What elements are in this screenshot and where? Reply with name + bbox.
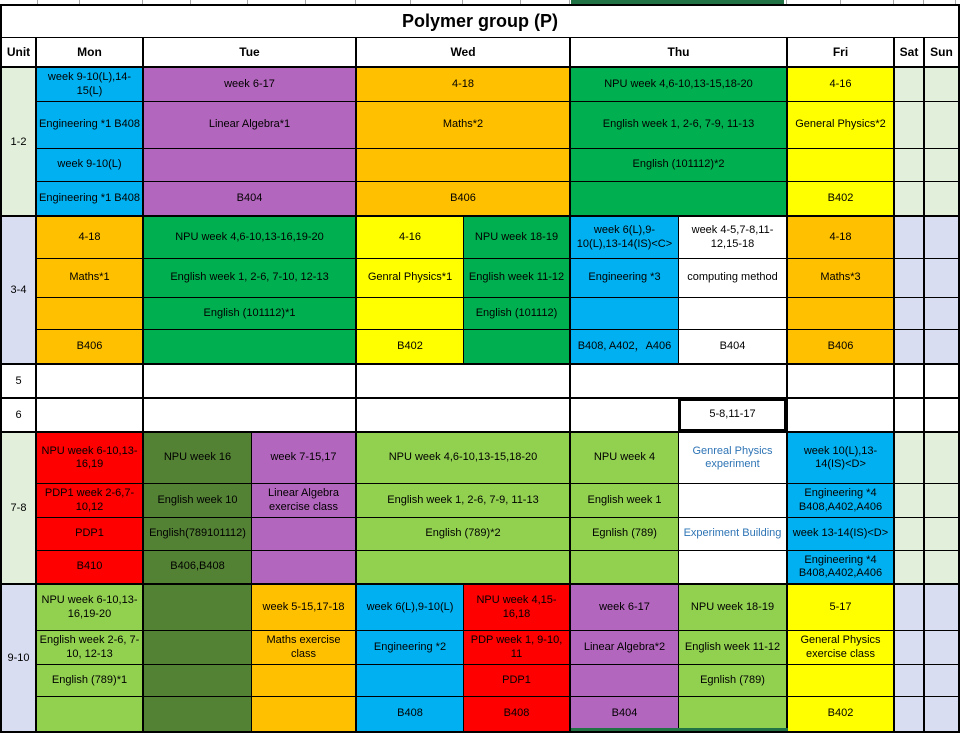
- timetable-cell-3-4-sun-2[interactable]: [925, 298, 958, 330]
- day-column-wed: [357, 217, 571, 363]
- day-subcolumn: [925, 399, 958, 431]
- timetable-cell-3-4-tue-3[interactable]: [144, 330, 355, 363]
- timetable-cell-7-8-tue-3[interactable]: B406,B408: [144, 551, 251, 583]
- timetable-cell-3-4-sat-3[interactable]: [895, 330, 923, 363]
- timetable-cell-5-tue-0[interactable]: [144, 365, 355, 397]
- timetable-cell-1-2-sat-0[interactable]: [895, 68, 923, 102]
- day-subcolumn: [144, 68, 357, 215]
- timetable-cell-1-2-thu-2[interactable]: English (101112)*2: [571, 149, 786, 182]
- timetable-cell-7-8-thu-2[interactable]: Egnlish (789): [571, 518, 678, 551]
- timetable-cell-1-2-sat-3[interactable]: [895, 182, 923, 215]
- day-column-mon: [37, 217, 144, 363]
- header-mon[interactable]: Mon: [37, 38, 144, 66]
- timetable-cell-9-10-tue-2[interactable]: [252, 665, 355, 697]
- timetable-cell-7-8-tue-1[interactable]: Linear Algebra exercise class: [252, 484, 355, 518]
- header-fri[interactable]: Fri: [788, 38, 895, 66]
- day-subcolumn: [464, 585, 571, 731]
- day-column-thu: [571, 585, 788, 731]
- timetable-cell-3-4-sun-0[interactable]: [925, 217, 958, 259]
- timetable-cell-7-8-tue-2[interactable]: English(789101112): [144, 518, 251, 551]
- timetable-cell-7-8-sun-2[interactable]: [925, 518, 958, 551]
- day-column-fri: [788, 433, 895, 583]
- timetable-cell-7-8-mon-3[interactable]: B410: [37, 551, 142, 583]
- timetable-cell-7-8-wed-0[interactable]: NPU week 4,6-10,13-15,18-20: [357, 433, 569, 484]
- timetable-cell-6-sun-0[interactable]: [925, 399, 958, 431]
- timetable-cell-9-10-tue-1[interactable]: Maths exercise class: [252, 631, 355, 665]
- day-subcolumn: [679, 585, 788, 731]
- timetable-cell-7-8-sun-1[interactable]: [925, 484, 958, 518]
- timetable-cell-1-2-tue-3[interactable]: B404: [144, 182, 355, 215]
- timetable-cell-7-8-thu-1[interactable]: English week 1: [571, 484, 678, 518]
- timetable-cell-5-wed-0[interactable]: [357, 365, 569, 397]
- header-wed[interactable]: Wed: [357, 38, 571, 66]
- day-column-mon: [37, 365, 144, 397]
- day-subcolumn: [571, 365, 788, 397]
- day-column-sun: [925, 399, 958, 431]
- unit-cell-9-10[interactable]: 9-10: [2, 585, 37, 731]
- timetable-cell-3-4-tue-2[interactable]: English (101112)*1: [144, 298, 355, 330]
- timetable-cell-9-10-mon-1[interactable]: English week 2-6, 7-10, 12-13: [37, 631, 142, 665]
- timetable-cell-7-8-sun-3[interactable]: [925, 551, 958, 583]
- day-subcolumn: [357, 365, 571, 397]
- timetable-cell-9-10-sun-0[interactable]: [925, 585, 958, 631]
- unit-row-3-4: [2, 217, 958, 365]
- day-column-sun: [925, 585, 958, 731]
- timetable-cell-9-10-thu-2[interactable]: [571, 665, 678, 697]
- timetable-cell-1-2-sun-0[interactable]: [925, 68, 958, 102]
- timetable-cell-9-10-wed-1[interactable]: PDP week 1, 9-10, 11: [464, 631, 569, 665]
- day-column-sat: [895, 399, 925, 431]
- day-subcolumn: [357, 217, 464, 363]
- timetable-cell-7-8-thu-1[interactable]: [679, 484, 786, 518]
- header-sat[interactable]: Sat: [895, 38, 925, 66]
- timetable-cell-6-wed-0[interactable]: [357, 399, 569, 431]
- timetable-cell-3-4-sun-1[interactable]: [925, 259, 958, 298]
- day-subcolumn: [144, 433, 252, 583]
- timetable-cell-9-10-mon-0[interactable]: NPU week 6-10,13-16,19-20: [37, 585, 142, 631]
- title-row: [2, 6, 958, 38]
- day-column-sat: [895, 433, 925, 583]
- day-subcolumn: [925, 365, 958, 397]
- timetable-cell-9-10-thu-3[interactable]: B404: [571, 697, 678, 731]
- timetable-cell-1-2-wed-2[interactable]: [357, 149, 569, 182]
- header-thu[interactable]: Thu: [571, 38, 788, 66]
- timetable-cell-9-10-mon-2[interactable]: English (789)*1: [37, 665, 142, 697]
- unit-cell-1-2[interactable]: 1-2: [2, 68, 37, 215]
- day-column-wed: [357, 399, 571, 431]
- timetable-cell-1-2-wed-3[interactable]: B406: [357, 182, 569, 215]
- day-subcolumn: [571, 217, 679, 363]
- timetable-cell-9-10-thu-3[interactable]: [679, 697, 786, 731]
- timetable-cell-7-8-thu-0[interactable]: Genreal Physics experiment: [679, 433, 786, 484]
- day-subcolumn: [895, 68, 925, 215]
- day-subcolumn: [925, 217, 958, 363]
- day-subcolumn: [37, 365, 144, 397]
- day-column-fri: [788, 217, 895, 363]
- day-column-tue: [144, 365, 357, 397]
- unit-cell-3-4[interactable]: 3-4: [2, 217, 37, 363]
- timetable-cell-9-10-thu-1[interactable]: English week 11-12: [679, 631, 786, 665]
- day-subcolumn: [357, 433, 571, 583]
- timetable-cell-3-4-mon-3[interactable]: B406: [37, 330, 142, 363]
- day-subcolumn: [788, 365, 895, 397]
- day-subcolumn: [895, 433, 925, 583]
- day-subcolumn: [571, 68, 788, 215]
- timetable-cell-3-4-wed-1[interactable]: English week 11-12: [464, 259, 569, 298]
- day-subcolumn: [788, 217, 895, 363]
- timetable-cell-1-2-fri-0[interactable]: 4-16: [788, 68, 893, 102]
- timetable-cell-3-4-fri-0[interactable]: 4-18: [788, 217, 893, 259]
- timetable-cell-9-10-sun-1[interactable]: [925, 631, 958, 665]
- day-subcolumn: [571, 585, 679, 731]
- day-column-wed: [357, 68, 571, 215]
- day-subcolumn: [788, 68, 895, 215]
- day-subcolumn: [37, 399, 144, 431]
- timetable-cell-9-10-thu-0[interactable]: NPU week 18-19: [679, 585, 786, 631]
- timetable-cell-9-10-fri-1[interactable]: General Physics exercise class: [788, 631, 893, 665]
- header-tue[interactable]: Tue: [144, 38, 357, 66]
- timetable-cell-9-10-wed-1[interactable]: Engineering *2: [357, 631, 463, 665]
- day-subcolumn: [144, 365, 357, 397]
- timetable-cell-9-10-sat-3[interactable]: [895, 697, 923, 731]
- day-subcolumn: [144, 217, 357, 363]
- day-subcolumn: [788, 399, 895, 431]
- timetable-cell-9-10-tue-0[interactable]: week 5-15,17-18: [252, 585, 355, 631]
- timetable-cell-1-2-sun-1[interactable]: [925, 102, 958, 149]
- timetable-cell-1-2-fri-2[interactable]: [788, 149, 893, 182]
- timetable-cell-7-8-thu-3[interactable]: [679, 551, 786, 583]
- timetable-cell-3-4-mon-1[interactable]: Maths*1: [37, 259, 142, 298]
- timetable-cell-7-8-sun-0[interactable]: [925, 433, 958, 484]
- unit-cell-5[interactable]: 5: [2, 365, 37, 397]
- timetable-cell-9-10-wed-2[interactable]: [357, 665, 463, 697]
- day-subcolumn: [679, 433, 788, 583]
- day-column-sat: [895, 217, 925, 363]
- timetable-cell-7-8-mon-1[interactable]: PDP1 week 2-6,7-10,12: [37, 484, 142, 518]
- day-subcolumn: [37, 585, 144, 731]
- timetable-cell-7-8-fri-1[interactable]: Engineering *4 B408,A402,A406: [788, 484, 893, 518]
- timetable-cell-7-8-wed-2[interactable]: English (789)*2: [357, 518, 569, 551]
- day-subcolumn: [571, 399, 679, 431]
- timetable-cell-6-sat-0[interactable]: [895, 399, 923, 431]
- timetable-cell-7-8-tue-0[interactable]: week 7-15,17: [252, 433, 355, 484]
- sheet-title: Polymer group (P): [401, 11, 558, 31]
- timetable-cell-3-4-wed-2[interactable]: English (101112): [464, 298, 569, 330]
- day-subcolumn: [252, 585, 357, 731]
- timetable-cell-9-10-fri-2[interactable]: [788, 665, 893, 697]
- day-column-sat: [895, 68, 925, 215]
- timetable-cell-1-2-wed-0[interactable]: 4-18: [357, 68, 569, 102]
- day-column-fri: [788, 399, 895, 431]
- unit-row-5: [2, 365, 958, 399]
- timetable-cell-3-4-sat-0[interactable]: [895, 217, 923, 259]
- day-column-wed: [357, 365, 571, 397]
- timetable-cell-3-4-fri-2[interactable]: [788, 298, 893, 330]
- timetable-cell-7-8-tue-3[interactable]: [252, 551, 355, 583]
- timetable-cell-1-2-fri-3[interactable]: B402: [788, 182, 893, 215]
- timetable-cell-1-2-fri-1[interactable]: General Physics*2: [788, 102, 893, 149]
- timetable-cell-9-10-wed-2[interactable]: PDP1: [464, 665, 569, 697]
- timetable-cell-1-2-sun-2[interactable]: [925, 149, 958, 182]
- day-subcolumn: [895, 217, 925, 363]
- timetable-cell-7-8-fri-0[interactable]: week 10(L),13-14(IS)<D>: [788, 433, 893, 484]
- day-subcolumn: [895, 365, 925, 397]
- timetable-cell-7-8-sat-1[interactable]: [895, 484, 923, 518]
- timetable-cell-9-10-sun-3[interactable]: [925, 697, 958, 731]
- timetable-cell-5-mon-0[interactable]: [37, 365, 142, 397]
- day-column-fri: [788, 365, 895, 397]
- timetable-cell-1-2-sat-1[interactable]: [895, 102, 923, 149]
- timetable-cell-3-4-sat-2[interactable]: [895, 298, 923, 330]
- timetable-cell-7-8-sat-2[interactable]: [895, 518, 923, 551]
- timetable-cell-3-4-fri-3[interactable]: B406: [788, 330, 893, 363]
- day-column-sat: [895, 365, 925, 397]
- timetable-cell-3-4-wed-0[interactable]: 4-16: [357, 217, 463, 259]
- timetable-cell-9-10-tue-2[interactable]: [144, 665, 251, 697]
- timetable-cell-7-8-tue-1[interactable]: English week 10: [144, 484, 251, 518]
- timetable-cell-5-sat-0[interactable]: [895, 365, 923, 397]
- timetable-cell-6-thu-0[interactable]: 5-8,11-17: [679, 399, 786, 431]
- selection-border-bottom: [571, 728, 788, 731]
- timetable-cell-7-8-wed-3[interactable]: [357, 551, 569, 583]
- day-subcolumn: [679, 217, 788, 363]
- timetable-cell-3-4-thu-1[interactable]: Engineering *3: [571, 259, 678, 298]
- timetable-cell-3-4-thu-0[interactable]: week 6(L),9-10(L),13-14(IS)<C>: [571, 217, 678, 259]
- timetable-cell-1-2-mon-0[interactable]: week 9-10(L),14-15(L): [37, 68, 142, 102]
- timetable-cell-9-10-fri-0[interactable]: 5-17: [788, 585, 893, 631]
- day-column-thu: [571, 217, 788, 363]
- timetable-cell-3-4-tue-0[interactable]: NPU week 4,6-10,13-16,19-20: [144, 217, 355, 259]
- unit-row-9-10: [2, 585, 958, 731]
- timetable-cell-7-8-fri-3[interactable]: Engineering *4 B408,A402,A406: [788, 551, 893, 583]
- day-subcolumn: [37, 217, 144, 363]
- timetable-cell-7-8-sat-0[interactable]: [895, 433, 923, 484]
- timetable-cell-3-4-wed-2[interactable]: [357, 298, 463, 330]
- day-subcolumn: [37, 68, 144, 215]
- day-column-sun: [925, 433, 958, 583]
- timetable-cell-3-4-thu-3[interactable]: B408, A402，A406: [571, 330, 678, 363]
- day-column-sun: [925, 365, 958, 397]
- timetable-cell-9-10-wed-3[interactable]: B408: [357, 697, 463, 731]
- day-subcolumn: [357, 399, 571, 431]
- timetable-cell-1-2-tue-0[interactable]: week 6-17: [144, 68, 355, 102]
- day-column-mon: [37, 585, 144, 731]
- day-column-mon: [37, 433, 144, 583]
- day-column-fri: [788, 585, 895, 731]
- header-row: [2, 38, 958, 68]
- timetable-cell-1-2-tue-1[interactable]: Linear Algebra*1: [144, 102, 355, 149]
- timetable-cell-7-8-mon-2[interactable]: PDP1: [37, 518, 142, 551]
- day-column-mon: [37, 399, 144, 431]
- day-column-sun: [925, 68, 958, 215]
- timetable-cell-9-10-sun-2[interactable]: [925, 665, 958, 697]
- timetable-cell-6-fri-0[interactable]: [788, 399, 893, 431]
- timetable-cell-3-4-thu-0[interactable]: week 4-5,7-8,11-12,15-18: [679, 217, 786, 259]
- day-subcolumn: [895, 399, 925, 431]
- timetable-cell-7-8-fri-2[interactable]: week 13-14(IS)<D>: [788, 518, 893, 551]
- timetable-cell-9-10-fri-3[interactable]: B402: [788, 697, 893, 731]
- timetable-cell-3-4-fri-1[interactable]: Maths*3: [788, 259, 893, 298]
- timetable-cell-3-4-sat-1[interactable]: [895, 259, 923, 298]
- timetable-cell-9-10-tue-3[interactable]: [144, 697, 251, 731]
- timetable-cell-5-thu-0[interactable]: [571, 365, 786, 397]
- timetable-cell-6-tue-0[interactable]: [144, 399, 355, 431]
- day-column-thu: [571, 433, 788, 583]
- timetable-cell-6-thu-0[interactable]: [571, 399, 678, 431]
- timetable-cell-7-8-tue-2[interactable]: [252, 518, 355, 551]
- timetable-cell-1-2-mon-1[interactable]: Engineering *1 B408: [37, 102, 142, 149]
- unit-row-7-8: [2, 433, 958, 585]
- day-subcolumn: [357, 68, 571, 215]
- timetable-cell-1-2-thu-1[interactable]: English week 1, 2-6, 7-9, 11-13: [571, 102, 786, 149]
- timetable-cell-3-4-thu-1[interactable]: computing method: [679, 259, 786, 298]
- day-column-sat: [895, 585, 925, 731]
- timetable-cell-5-sun-0[interactable]: [925, 365, 958, 397]
- timetable-cell-9-10-tue-1[interactable]: [144, 631, 251, 665]
- unit-cell-7-8[interactable]: 7-8: [2, 433, 37, 583]
- day-subcolumn: [925, 585, 958, 731]
- timetable-cell-1-2-mon-3[interactable]: Engineering *1 B408: [37, 182, 142, 215]
- timetable-cell-9-10-sat-1[interactable]: [895, 631, 923, 665]
- timetable-cell-9-10-tue-3[interactable]: [252, 697, 355, 731]
- day-column-thu: [571, 399, 788, 431]
- day-column-sun: [925, 217, 958, 363]
- timetable-cell-9-10-wed-3[interactable]: B408: [464, 697, 569, 731]
- timetable-cell-3-4-mon-2[interactable]: [37, 298, 142, 330]
- day-subcolumn: [464, 217, 571, 363]
- day-subcolumn: [571, 433, 679, 583]
- day-column-mon: [37, 68, 144, 215]
- day-subcolumn: [357, 585, 464, 731]
- timetable-cell-3-4-thu-3[interactable]: B404: [679, 330, 786, 363]
- day-subcolumn: [788, 585, 895, 731]
- timetable-cell-7-8-tue-0[interactable]: NPU week 16: [144, 433, 251, 484]
- timetable-cell-5-fri-0[interactable]: [788, 365, 893, 397]
- timetable-cell-9-10-sat-0[interactable]: [895, 585, 923, 631]
- day-column-tue: [144, 217, 357, 363]
- timetable-cell-3-4-wed-0[interactable]: NPU week 18-19: [464, 217, 569, 259]
- day-subcolumn: [925, 433, 958, 583]
- timetable-cell-3-4-wed-3[interactable]: [464, 330, 569, 363]
- day-column-tue: [144, 433, 357, 583]
- day-subcolumn: [788, 433, 895, 583]
- timetable-cell-9-10-thu-2[interactable]: Egnlish (789): [679, 665, 786, 697]
- timetable-cell-3-4-wed-1[interactable]: Genral Physics*1: [357, 259, 463, 298]
- day-column-wed: [357, 585, 571, 731]
- day-column-tue: [144, 399, 357, 431]
- timetable-cell-3-4-thu-2[interactable]: [571, 298, 678, 330]
- day-subcolumn: [144, 399, 357, 431]
- timetable-cell-3-4-wed-3[interactable]: B402: [357, 330, 463, 363]
- timetable-cell-7-8-wed-1[interactable]: English week 1, 2-6, 7-9, 11-13: [357, 484, 569, 518]
- day-subcolumn: [895, 585, 925, 731]
- timetable-cell-7-8-thu-2[interactable]: Experiment Building: [679, 518, 786, 551]
- timetable-cell-9-10-wed-0[interactable]: NPU week 4,15-16,18: [464, 585, 569, 631]
- timetable-cell-1-2-sat-2[interactable]: [895, 149, 923, 182]
- day-subcolumn: [679, 399, 788, 431]
- timetable-cell-9-10-wed-0[interactable]: week 6(L),9-10(L): [357, 585, 463, 631]
- day-subcolumn: [252, 433, 357, 583]
- timetable-cell-3-4-tue-1[interactable]: English week 1, 2-6, 7-10, 12-13: [144, 259, 355, 298]
- timetable-cell-1-2-mon-2[interactable]: week 9-10(L): [37, 149, 142, 182]
- header-sun[interactable]: Sun: [930, 45, 953, 59]
- timetable-cell-7-8-thu-3[interactable]: [571, 551, 678, 583]
- day-column-tue: [144, 68, 357, 215]
- timetable-cell-7-8-mon-0[interactable]: NPU week 6-10,13-16,19: [37, 433, 142, 484]
- timetable-cell-3-4-thu-2[interactable]: [679, 298, 786, 330]
- timetable-cell-6-mon-0[interactable]: [37, 399, 142, 431]
- day-subcolumn: [925, 68, 958, 215]
- timetable-cell-3-4-sun-3[interactable]: [925, 330, 958, 363]
- day-subcolumn: [144, 585, 252, 731]
- day-subcolumn: [37, 433, 144, 583]
- timetable-cell-1-2-sun-3[interactable]: [925, 182, 958, 215]
- day-column-fri: [788, 68, 895, 215]
- day-column-thu: [571, 68, 788, 215]
- timetable-cell-7-8-sat-3[interactable]: [895, 551, 923, 583]
- timetable: [0, 4, 960, 733]
- unit-row-6: [2, 399, 958, 433]
- header-unit[interactable]: Unit: [2, 38, 37, 66]
- timetable-cell-3-4-mon-0[interactable]: 4-18: [37, 217, 142, 259]
- unit-row-1-2: [2, 68, 958, 217]
- day-column-thu: [571, 365, 788, 397]
- timetable-cell-1-2-thu-0[interactable]: NPU week 4,6-10,13-15,18-20: [571, 68, 786, 102]
- timetable-cell-1-2-wed-1[interactable]: Maths*2: [357, 102, 569, 149]
- timetable-cell-1-2-tue-2[interactable]: [144, 149, 355, 182]
- grid-body: [2, 68, 958, 731]
- timetable-cell-9-10-tue-0[interactable]: [144, 585, 251, 631]
- timetable-cell-9-10-sat-2[interactable]: [895, 665, 923, 697]
- timetable-cell-9-10-thu-0[interactable]: week 6-17: [571, 585, 678, 631]
- day-column-tue: [144, 585, 357, 731]
- timetable-cell-7-8-thu-0[interactable]: NPU week 4: [571, 433, 678, 484]
- timetable-cell-9-10-mon-3[interactable]: [37, 697, 142, 731]
- day-column-wed: [357, 433, 571, 583]
- timetable-cell-1-2-thu-3[interactable]: [571, 182, 786, 215]
- timetable-cell-9-10-thu-1[interactable]: Linear Algebra*2: [571, 631, 678, 665]
- unit-cell-6[interactable]: 6: [2, 399, 37, 431]
